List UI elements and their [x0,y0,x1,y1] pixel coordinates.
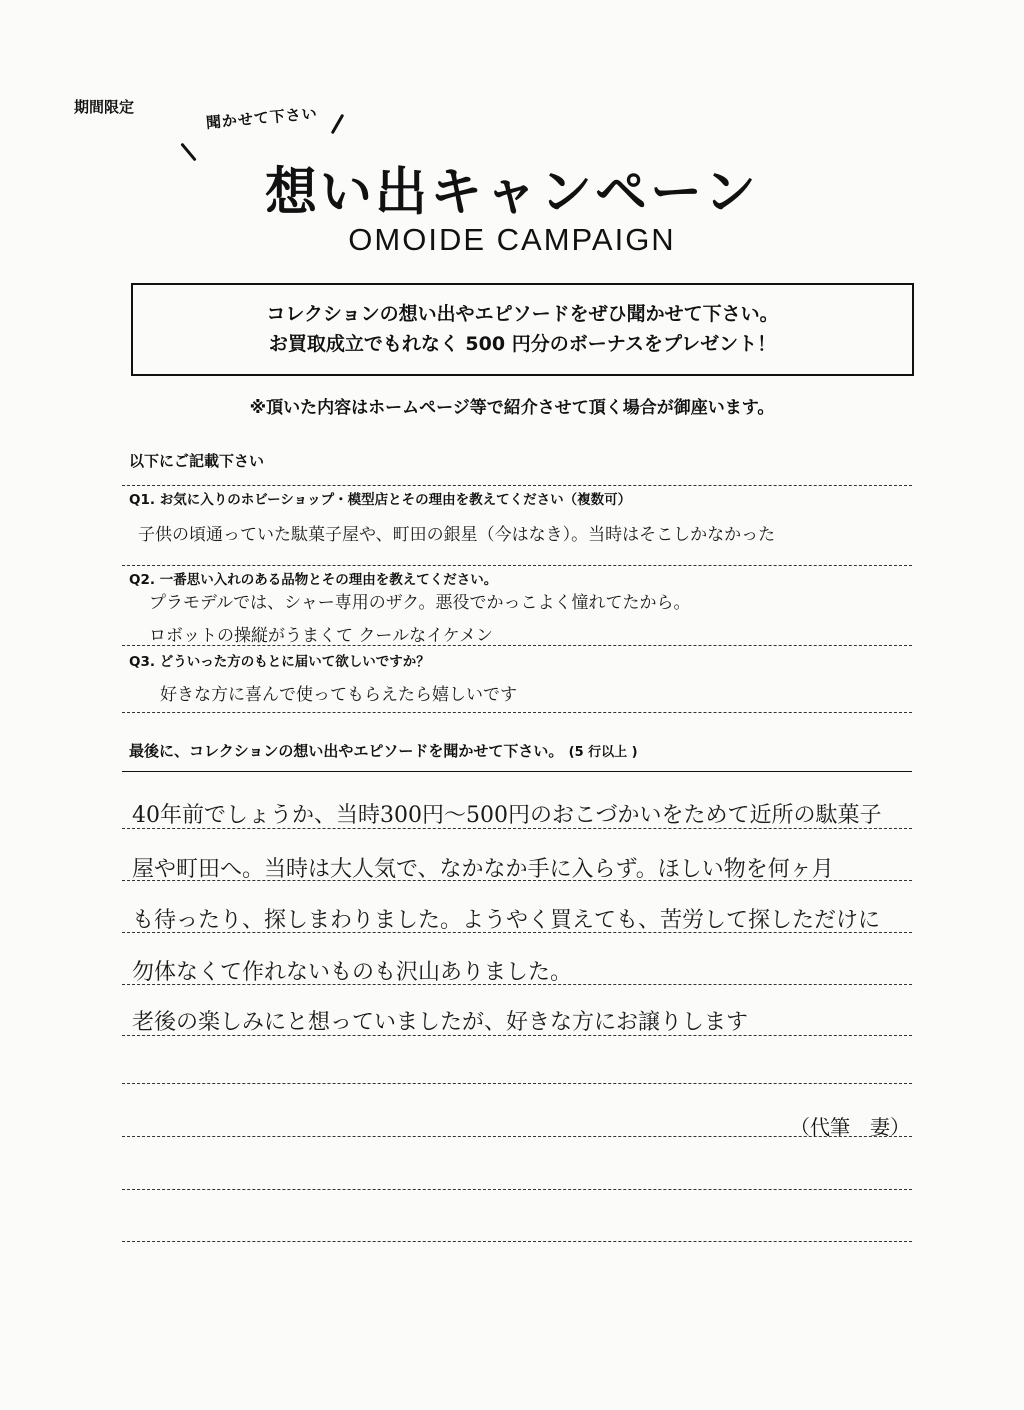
final-question-note: (5 行以上 ) [568,745,638,760]
q2-answer-line: プラモデルでは、シャー専用のザク。悪役でかっこよく憧れてたから。 [149,593,691,613]
writing-line [122,1189,912,1190]
heading-rule [122,771,912,772]
q3-answer: 好きな方に喜んで使ってもらえたら嬉しいです [160,685,517,705]
divider [122,645,912,646]
episode-line: 40年前でしょうか、当時300円～500円のおこづかいをためて近所の駄菓子 [132,803,882,828]
q3-label: Q3. どういった方のもとに届いて欲しいですか？ [129,654,430,670]
episode-line: も待ったり、探しまわりました。ようやく買えても、苦労して探しただけに [132,908,881,933]
page-subtitle: OMOIDE CAMPAIGN [348,222,676,257]
episode-line: 屋や町田へ。当時は大人気で、なかなか手に入らず。ほしい物を何ヶ月 [132,857,834,882]
writing-line [122,1241,912,1242]
writing-line [122,1083,912,1084]
episode-line: 老後の楽しみにと想っていましたが、好きな方にお譲りします [132,1010,749,1035]
signature: （代筆 妻） [790,1115,910,1139]
writing-line [122,984,912,985]
divider [122,485,912,486]
writing-line [122,828,912,829]
episode-line: 勿体なくて作れないものも沢山ありました。 [132,960,573,985]
campaign-box [131,283,914,376]
writing-line [122,1136,912,1137]
writing-line [122,880,912,881]
writing-line [122,932,912,933]
writing-line [122,1035,912,1036]
tagline: 聞かせて下さい [205,104,319,132]
limited-time-label: 期間限定 [74,98,135,116]
form-intro: 以下にご記載下さい [129,452,265,470]
campaign-box-line1: コレクションの想い出やエピソードをぜひ聞かせて下さい。 [266,303,779,325]
divider [122,565,912,566]
q2-label: Q2. 一番思い入れのある品物とその理由を教えてください。 [129,572,498,588]
q2-answer-line: ロボットの操縦がうまくて クールなイケメン [149,626,494,646]
campaign-box-line2: お買取成立でもれなく 500 円分のボーナスをプレゼント！ [268,333,777,355]
page-title: 想い出キャンペーン [265,163,759,223]
final-question-text: 最後に、コレクションの想い出やエピソードを聞かせて下さい。 [129,742,564,760]
tagline-tick-right [331,114,345,135]
q1-answer: 子供の頃通っていた駄菓子屋や、町田の銀星（今はなき）。当時はそこしかなかった [138,525,776,545]
final-question-heading [129,740,638,761]
q1-label: Q1. お気に入りのホビーショップ・模型店とその理由を教えてください（複数可） [129,492,632,508]
divider [122,712,912,713]
notice-text: ※頂いた内容はホームページ等で紹介させて頂く場合が御座います。 [249,398,775,418]
